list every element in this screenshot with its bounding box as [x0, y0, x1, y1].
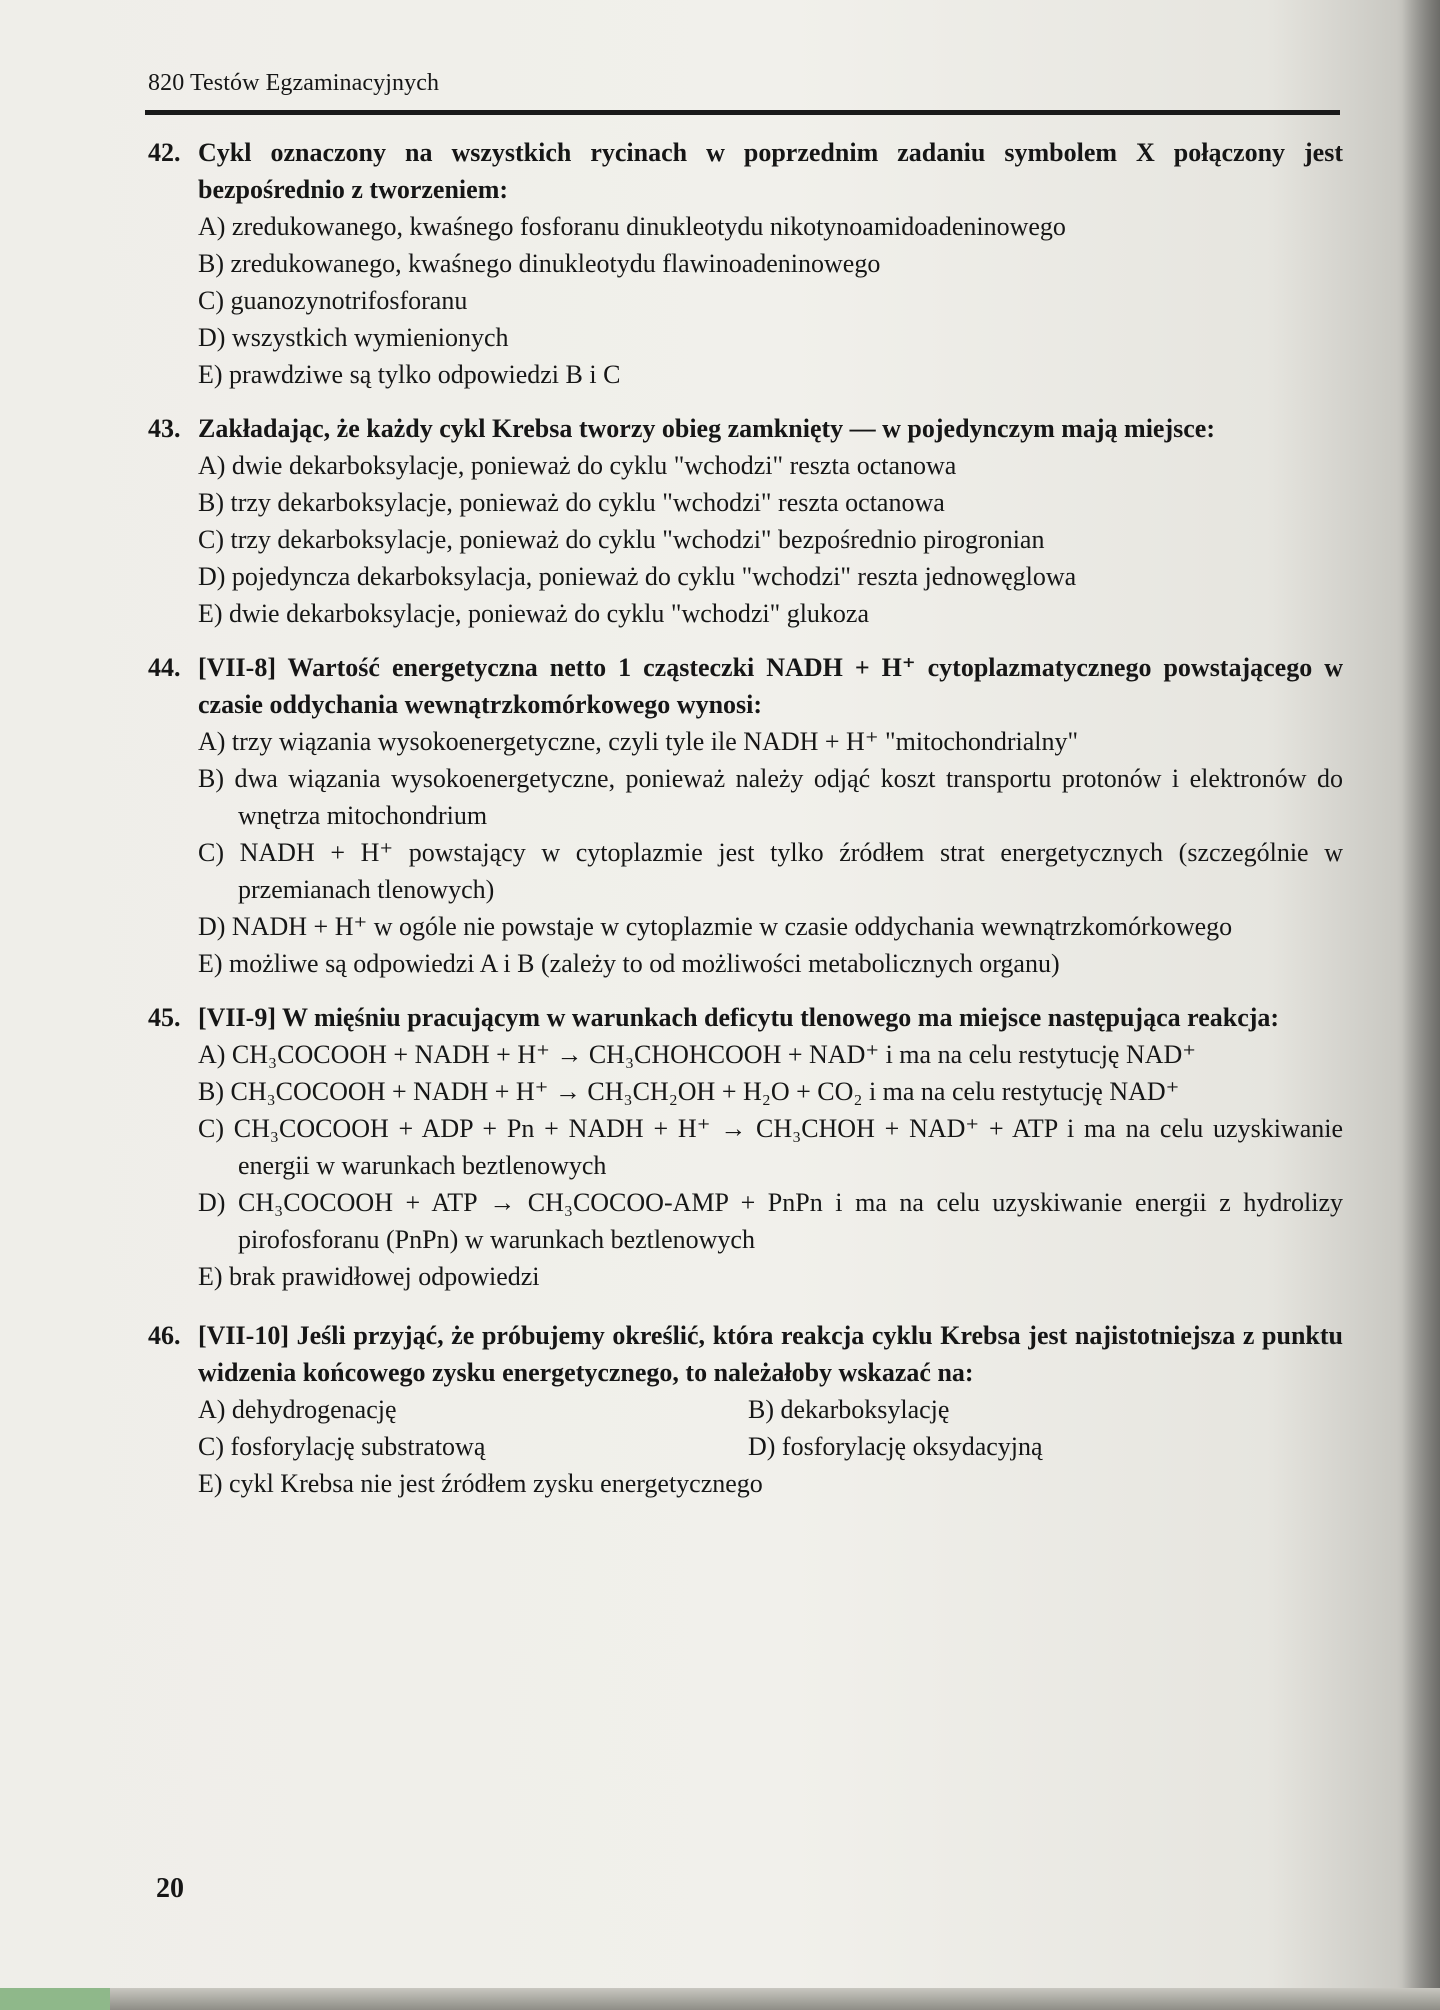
- option-c: C) guanozynotrifosforanu: [198, 286, 468, 315]
- option-e: E) dwie dekarboksylacje, ponieważ do cyklu "wchodzi" glukoza: [198, 599, 869, 628]
- question-number: 46.: [148, 1321, 181, 1350]
- option-b: B) dwa wiązania wysokoenergetyczne, ponieważ należy odjąć koszt transportu protonów i elektronów do wnętrza mitochondrium: [198, 764, 1343, 830]
- question-45-stem: [148, 999, 1343, 1036]
- option-d: D) fosforylację oksydacyjną: [748, 1432, 1043, 1461]
- option-c: C) NADH + H⁺ powstający w cytoplazmie jest tylko źródłem strat energetycznych (szczególnie w przemianach tlenowych): [198, 838, 1343, 904]
- option-a: A) dwie dekarboksylacje, ponieważ do cyklu "wchodzi" reszta octanowa: [198, 451, 957, 480]
- question-text: [VII-8] Wartość energetyczna netto 1 cząsteczki NADH + H⁺ cytoplazmatycznego powstającego w czasie oddychania wewnątrzkomórkowego wynosi:: [198, 653, 1343, 719]
- option-b: B) CH₃COCOOH + NADH + H⁺ → CH₃CH₂OH + H₂O + CO₂ i ma na celu restytucję NAD⁺: [198, 1077, 1180, 1106]
- option-a: A) zredukowanego, kwaśnego fosforanu dinukleotydu nikotynoamidoadeninowego: [198, 212, 1066, 241]
- option-d: D) NADH + H⁺ w ogóle nie powstaje w cytoplazmie w czasie oddychania wewnątrzkomórkowego: [198, 912, 1233, 941]
- option-e: E) brak prawidłowej odpowiedzi: [198, 1262, 540, 1291]
- option-a: A) trzy wiązania wysokoenergetyczne, czyli tyle ile NADH + H⁺ "mitochondrialny": [198, 727, 1079, 756]
- question-46-stem: [148, 1317, 1343, 1391]
- page-edge-shadow: [1402, 0, 1440, 2010]
- question-number: 42.: [148, 138, 181, 167]
- option-c: C) trzy dekarboksylacje, ponieważ do cyklu "wchodzi" bezpośrednio pirogronian: [198, 525, 1045, 554]
- questions-list: [148, 134, 1343, 1519]
- option-b: B) trzy dekarboksylacje, ponieważ do cyklu "wchodzi" reszta octanowa: [198, 488, 945, 517]
- page-number: 20: [156, 1873, 184, 1904]
- question-number: 44.: [148, 653, 181, 682]
- question-text: [VII-10] Jeśli przyjąć, że próbujemy określić, która reakcja cyklu Krebsa jest najistotniejsza z punktu widzenia końcowego zysku energetycznego, to należałoby wskazać na:: [198, 1321, 1343, 1387]
- question-45: [148, 999, 1343, 1295]
- option-c: C) fosforylację substratową: [198, 1432, 486, 1461]
- question-46: [148, 1317, 1343, 1502]
- question-44-stem: [148, 649, 1343, 723]
- question-text: Cykl oznaczony na wszystkich rycinach w poprzednim zadaniu symbolem X połączony jest bezpośrednio z tworzeniem:: [198, 138, 1343, 204]
- option-b: B) zredukowanego, kwaśnego dinukleotydu flawinoadeninowego: [198, 249, 881, 278]
- question-42-stem: [148, 134, 1343, 208]
- option-d: D) CH₃COCOOH + ATP → CH₃COCOO-AMP + PnPn i ma na celu uzyskiwanie energii z hydrolizy pirofosforanu (PnPn) w warunkach beztlenowych: [198, 1188, 1343, 1254]
- question-44: [148, 649, 1343, 982]
- question-text: [VII-9] W mięśniu pracującym w warunkach deficytu tlenowego ma miejsce następująca reakcja:: [198, 1003, 1280, 1032]
- option-a: A) dehydrogenację: [198, 1395, 397, 1424]
- option-a: A) CH₃COCOOH + NADH + H⁺ → CH₃CHOHCOOH + NAD⁺ i ma na celu restytucję NAD⁺: [198, 1040, 1197, 1069]
- header-rule: [145, 110, 1340, 115]
- question-43: [148, 410, 1343, 632]
- option-e: E) prawdziwe są tylko odpowiedzi B i C: [198, 360, 621, 389]
- option-d: D) pojedyncza dekarboksylacja, ponieważ do cyklu "wchodzi" reszta jednowęglowa: [198, 562, 1077, 591]
- options-row-cd: [148, 1428, 1343, 1465]
- question-number: 45.: [148, 1003, 181, 1032]
- question-number: 43.: [148, 414, 181, 443]
- options-row-ab: [148, 1391, 1343, 1428]
- question-42: [148, 134, 1343, 393]
- option-d: D) wszystkich wymienionych: [198, 323, 509, 352]
- option-b: B) dekarboksylację: [748, 1395, 950, 1424]
- running-header: 820 Testów Egzaminacyjnych: [148, 70, 440, 96]
- option-e: E) cykl Krebsa nie jest źródłem zysku energetycznego: [198, 1469, 763, 1498]
- option-c: C) CH₃COCOOH + ADP + Pn + NADH + H⁺ → CH₃CHOH + NAD⁺ + ATP i ma na celu uzyskiwanie energii w warunkach beztlenowych: [198, 1114, 1343, 1180]
- bottom-edge: [0, 1988, 1440, 2010]
- bottom-edge-green: [0, 1988, 110, 2010]
- question-text: Zakładając, że każdy cykl Krebsa tworzy obieg zamknięty — w pojedynczym mają miejsce:: [198, 414, 1215, 443]
- option-e: E) możliwe są odpowiedzi A i B (zależy to od możliwości metabolicznych organu): [198, 949, 1060, 978]
- question-43-stem: [148, 410, 1343, 447]
